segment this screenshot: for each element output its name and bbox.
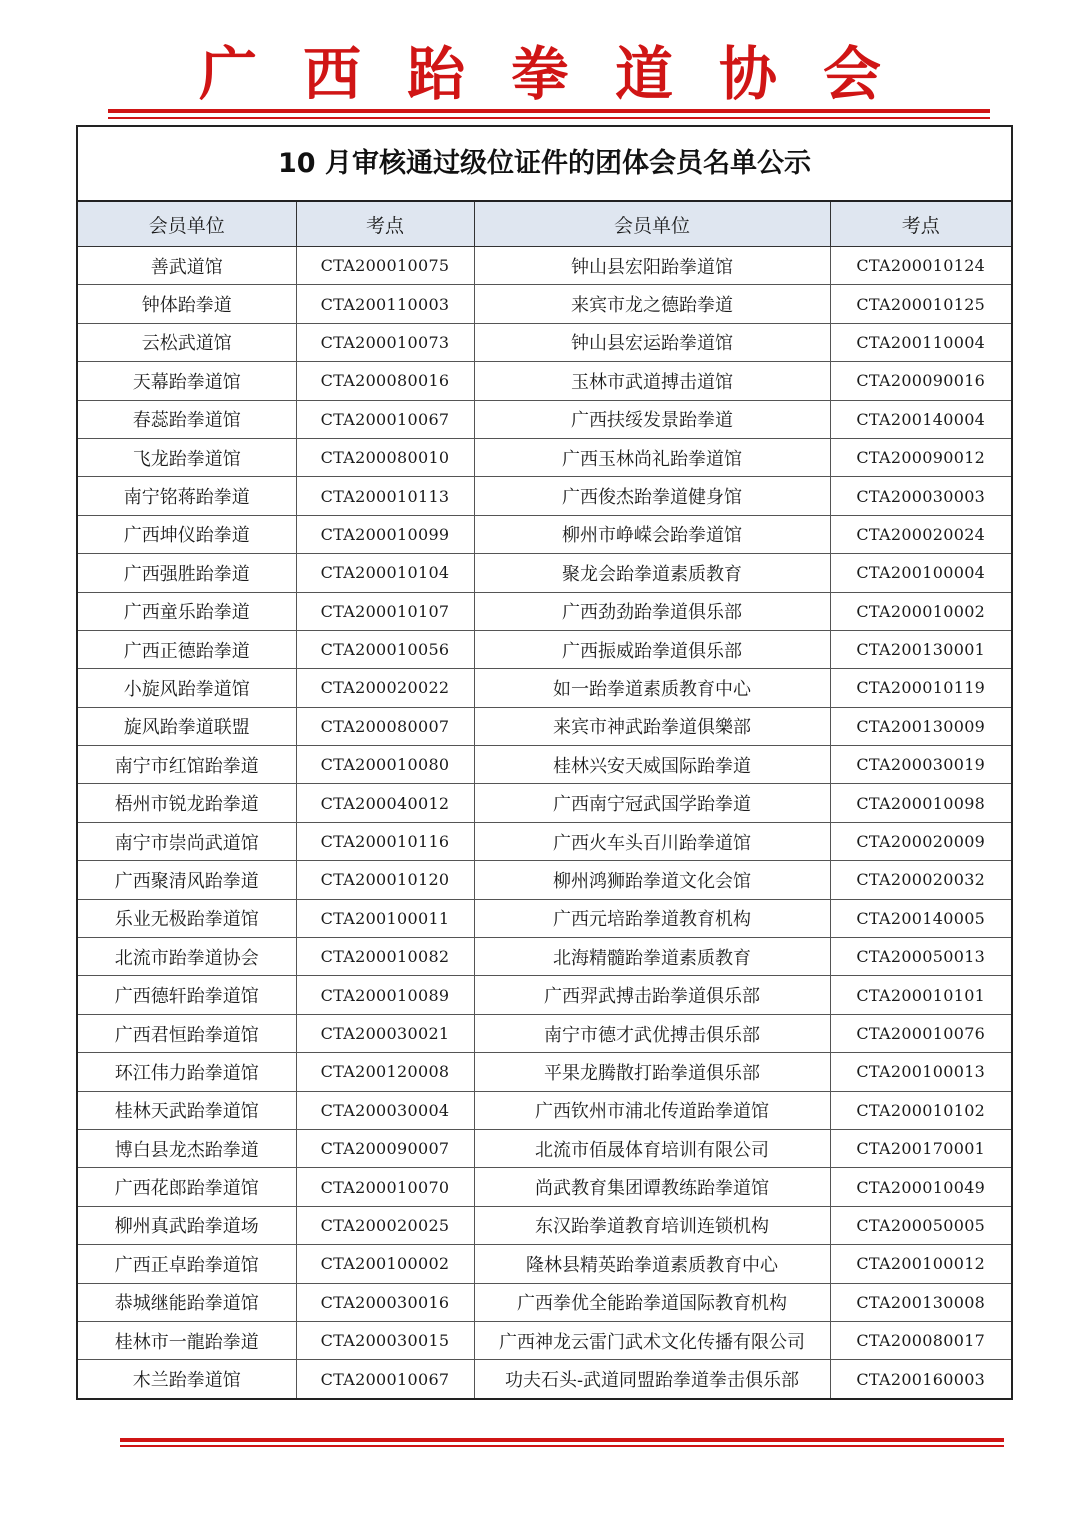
table-row (78, 630, 1011, 668)
table-row (78, 861, 1011, 899)
table-row (78, 477, 1011, 515)
cell-exam-site-left: CTA200120008 (296, 1053, 474, 1091)
cell-exam-site-left: CTA200010120 (296, 861, 474, 899)
cell-member-unit-left: 木兰跆拳道馆 (78, 1360, 296, 1398)
table-row (78, 554, 1011, 592)
cell-member-unit-right: 桂林兴安天威国际跆拳道 (474, 746, 830, 784)
cell-exam-site-left: CTA200010056 (296, 630, 474, 668)
table-row (78, 1360, 1011, 1398)
cell-exam-site-right: CTA200010098 (830, 784, 1011, 822)
cell-exam-site-right: CTA200100004 (830, 554, 1011, 592)
cell-exam-site-right: CTA200130001 (830, 630, 1011, 668)
cell-member-unit-left: 乐业无极跆拳道馆 (78, 899, 296, 937)
cell-member-unit-left: 恭城继能跆拳道馆 (78, 1283, 296, 1321)
cell-member-unit-left: 南宁铭蒋跆拳道 (78, 477, 296, 515)
table-row (78, 822, 1011, 860)
letterhead-org-name: 广西跆拳道协会 (198, 40, 927, 108)
cell-member-unit-right: 隆林县精英跆拳道素质教育中心 (474, 1245, 830, 1283)
cell-exam-site-left: CTA200030015 (296, 1321, 474, 1359)
cell-member-unit-left: 北流市跆拳道协会 (78, 938, 296, 976)
cell-exam-site-right: CTA200010125 (830, 285, 1011, 323)
cell-member-unit-right: 钟山县宏阳跆拳道馆 (474, 247, 830, 285)
table-row (78, 707, 1011, 745)
table-row (78, 438, 1011, 476)
cell-exam-site-right: CTA200010049 (830, 1168, 1011, 1206)
cell-member-unit-left: 广西正卓跆拳道馆 (78, 1245, 296, 1283)
table-row (78, 1283, 1011, 1321)
cell-member-unit-right: 广西神龙云雷门武术文化传播有限公司 (474, 1321, 830, 1359)
header-member-unit-left: 会员单位 (78, 202, 296, 247)
table-row (78, 976, 1011, 1014)
cell-exam-site-left: CTA200080007 (296, 707, 474, 745)
cell-member-unit-right: 广西火车头百川跆拳道馆 (474, 822, 830, 860)
table-row (78, 1014, 1011, 1052)
cell-member-unit-left: 广西正德跆拳道 (78, 630, 296, 668)
cell-member-unit-left: 桂林天武跆拳道馆 (78, 1091, 296, 1129)
cell-exam-site-right: CTA200140004 (830, 400, 1011, 438)
cell-exam-site-left: CTA200010089 (296, 976, 474, 1014)
cell-exam-site-left: CTA200020022 (296, 669, 474, 707)
cell-exam-site-right: CTA200020009 (830, 822, 1011, 860)
cell-member-unit-left: 天幕跆拳道馆 (78, 362, 296, 400)
cell-exam-site-left: CTA200010082 (296, 938, 474, 976)
cell-member-unit-right: 广西扶绥发景跆拳道 (474, 400, 830, 438)
cell-exam-site-right: CTA200050005 (830, 1206, 1011, 1244)
footer-rule-thick (120, 1438, 1004, 1442)
cell-member-unit-right: 功夫石头-武道同盟跆拳道拳击俱乐部 (474, 1360, 830, 1398)
table-row (78, 1245, 1011, 1283)
cell-exam-site-right: CTA200010002 (830, 592, 1011, 630)
table-header-row (78, 202, 1011, 247)
member-list-table (76, 125, 1013, 1400)
cell-member-unit-left: 小旋风跆拳道馆 (78, 669, 296, 707)
cell-member-unit-right: 广西劲劲跆拳道俱乐部 (474, 592, 830, 630)
cell-exam-site-right: CTA200140005 (830, 899, 1011, 937)
table-body (78, 247, 1011, 1398)
table-row (78, 746, 1011, 784)
table-row (78, 1321, 1011, 1359)
cell-member-unit-right: 聚龙会跆拳道素质教育 (474, 554, 830, 592)
cell-exam-site-right: CTA200030003 (830, 477, 1011, 515)
cell-exam-site-right: CTA200020032 (830, 861, 1011, 899)
cell-exam-site-left: CTA200010073 (296, 323, 474, 361)
table-row (78, 400, 1011, 438)
cell-member-unit-right: 北海精髓跆拳道素质教育 (474, 938, 830, 976)
cell-member-unit-right: 东汉跆拳道教育培训连锁机构 (474, 1206, 830, 1244)
cell-member-unit-right: 广西振威跆拳道俱乐部 (474, 630, 830, 668)
cell-exam-site-left: CTA200010107 (296, 592, 474, 630)
cell-member-unit-right: 如一跆拳道素质教育中心 (474, 669, 830, 707)
cell-exam-site-left: CTA200010099 (296, 515, 474, 553)
table-row (78, 669, 1011, 707)
cell-exam-site-right: CTA200090012 (830, 438, 1011, 476)
table-row (78, 938, 1011, 976)
footer-rule-thin (120, 1445, 1004, 1447)
cell-member-unit-right: 广西南宁冠武国学跆拳道 (474, 784, 830, 822)
header-exam-site-left: 考点 (296, 202, 474, 247)
cell-member-unit-left: 钟体跆拳道 (78, 285, 296, 323)
cell-exam-site-right: CTA200030019 (830, 746, 1011, 784)
cell-exam-site-left: CTA200030021 (296, 1014, 474, 1052)
table-row (78, 285, 1011, 323)
cell-exam-site-right: CTA200010124 (830, 247, 1011, 285)
cell-exam-site-left: CTA200010075 (296, 247, 474, 285)
cell-member-unit-right: 北流市佰晟体育培训有限公司 (474, 1129, 830, 1167)
cell-exam-site-left: CTA200010104 (296, 554, 474, 592)
cell-member-unit-left: 柳州真武跆拳道场 (78, 1206, 296, 1244)
cell-exam-site-left: CTA200100011 (296, 899, 474, 937)
table-row (78, 1206, 1011, 1244)
cell-exam-site-left: CTA200010070 (296, 1168, 474, 1206)
cell-exam-site-left: CTA200010080 (296, 746, 474, 784)
cell-member-unit-left: 广西童乐跆拳道 (78, 592, 296, 630)
cell-member-unit-right: 柳州市峥嵘会跆拳道馆 (474, 515, 830, 553)
cell-member-unit-left: 广西强胜跆拳道 (78, 554, 296, 592)
table-row (78, 1091, 1011, 1129)
cell-exam-site-left: CTA200090007 (296, 1129, 474, 1167)
cell-exam-site-right: CTA200010101 (830, 976, 1011, 1014)
cell-member-unit-left: 南宁市崇尚武道馆 (78, 822, 296, 860)
cell-exam-site-right: CTA200110004 (830, 323, 1011, 361)
header-member-unit-right: 会员单位 (474, 202, 830, 247)
cell-member-unit-left: 南宁市红馆跆拳道 (78, 746, 296, 784)
cell-member-unit-right: 广西钦州市浦北传道跆拳道馆 (474, 1091, 830, 1129)
cell-exam-site-left: CTA200080010 (296, 438, 474, 476)
cell-member-unit-left: 梧州市锐龙跆拳道 (78, 784, 296, 822)
cell-member-unit-right: 柳州鸿狮跆拳道文化会馆 (474, 861, 830, 899)
cell-member-unit-right: 来宾市神武跆拳道俱樂部 (474, 707, 830, 745)
cell-member-unit-left: 广西聚清风跆拳道 (78, 861, 296, 899)
cell-member-unit-right: 平果龙腾散打跆拳道俱乐部 (474, 1053, 830, 1091)
member-table-grid (78, 202, 1011, 1398)
cell-member-unit-left: 飞龙跆拳道馆 (78, 438, 296, 476)
cell-exam-site-right: CTA200010119 (830, 669, 1011, 707)
cell-exam-site-left: CTA200040012 (296, 784, 474, 822)
cell-member-unit-left: 广西坤仪跆拳道 (78, 515, 296, 553)
cell-exam-site-right: CTA200020024 (830, 515, 1011, 553)
cell-exam-site-left: CTA200030004 (296, 1091, 474, 1129)
table-row (78, 784, 1011, 822)
cell-exam-site-right: CTA200050013 (830, 938, 1011, 976)
cell-member-unit-left: 广西花郎跆拳道馆 (78, 1168, 296, 1206)
cell-member-unit-right: 来宾市龙之德跆拳道 (474, 285, 830, 323)
cell-exam-site-left: CTA200100002 (296, 1245, 474, 1283)
table-title: 10 月审核通过级位证件的团体会员名单公示 (78, 127, 1011, 202)
table-row (78, 592, 1011, 630)
cell-member-unit-left: 云松武道馆 (78, 323, 296, 361)
cell-exam-site-right: CTA200100013 (830, 1053, 1011, 1091)
cell-member-unit-left: 善武道馆 (78, 247, 296, 285)
cell-exam-site-left: CTA200030016 (296, 1283, 474, 1321)
cell-exam-site-right: CTA200010076 (830, 1014, 1011, 1052)
cell-exam-site-left: CTA200010113 (296, 477, 474, 515)
cell-exam-site-left: CTA200080016 (296, 362, 474, 400)
cell-exam-site-left: CTA200010067 (296, 1360, 474, 1398)
cell-member-unit-left: 博白县龙杰跆拳道 (78, 1129, 296, 1167)
cell-member-unit-right: 广西玉林尚礼跆拳道馆 (474, 438, 830, 476)
cell-member-unit-right: 广西俊杰跆拳道健身馆 (474, 477, 830, 515)
cell-exam-site-right: CTA200130009 (830, 707, 1011, 745)
table-row (78, 899, 1011, 937)
cell-member-unit-left: 广西德轩跆拳道馆 (78, 976, 296, 1014)
cell-member-unit-left: 春蕊跆拳道馆 (78, 400, 296, 438)
table-row (78, 1129, 1011, 1167)
cell-exam-site-left: CTA200110003 (296, 285, 474, 323)
header-exam-site-right: 考点 (830, 202, 1011, 247)
cell-exam-site-right: CTA200010102 (830, 1091, 1011, 1129)
header-rule-thin (108, 117, 990, 119)
cell-exam-site-left: CTA200020025 (296, 1206, 474, 1244)
cell-member-unit-right: 玉林市武道搏击道馆 (474, 362, 830, 400)
cell-member-unit-left: 旋风跆拳道联盟 (78, 707, 296, 745)
table-row (78, 362, 1011, 400)
table-row (78, 247, 1011, 285)
cell-member-unit-right: 钟山县宏运跆拳道馆 (474, 323, 830, 361)
cell-member-unit-left: 环江伟力跆拳道馆 (78, 1053, 296, 1091)
table-row (78, 1053, 1011, 1091)
table-row (78, 515, 1011, 553)
cell-exam-site-right: CTA200130008 (830, 1283, 1011, 1321)
cell-member-unit-right: 广西元培跆拳道教育机构 (474, 899, 830, 937)
cell-exam-site-left: CTA200010067 (296, 400, 474, 438)
cell-member-unit-right: 南宁市德才武优搏击俱乐部 (474, 1014, 830, 1052)
cell-exam-site-right: CTA200090016 (830, 362, 1011, 400)
header-rule-thick (108, 109, 990, 113)
cell-exam-site-right: CTA200080017 (830, 1321, 1011, 1359)
cell-exam-site-right: CTA200100012 (830, 1245, 1011, 1283)
cell-member-unit-right: 尚武教育集团谭教练跆拳道馆 (474, 1168, 830, 1206)
cell-member-unit-left: 桂林市一龍跆拳道 (78, 1321, 296, 1359)
cell-member-unit-left: 广西君恒跆拳道馆 (78, 1014, 296, 1052)
cell-exam-site-right: CTA200160003 (856, 1369, 986, 1389)
cell-member-unit-right: 广西羿武搏击跆拳道俱乐部 (474, 976, 830, 1014)
cell-member-unit-right: 广西拳优全能跆拳道国际教育机构 (474, 1283, 830, 1321)
cell-exam-site-left: CTA200010116 (296, 822, 474, 860)
table-row (78, 323, 1011, 361)
cell-exam-site-right: CTA200170001 (830, 1129, 1011, 1167)
table-row (78, 1168, 1011, 1206)
